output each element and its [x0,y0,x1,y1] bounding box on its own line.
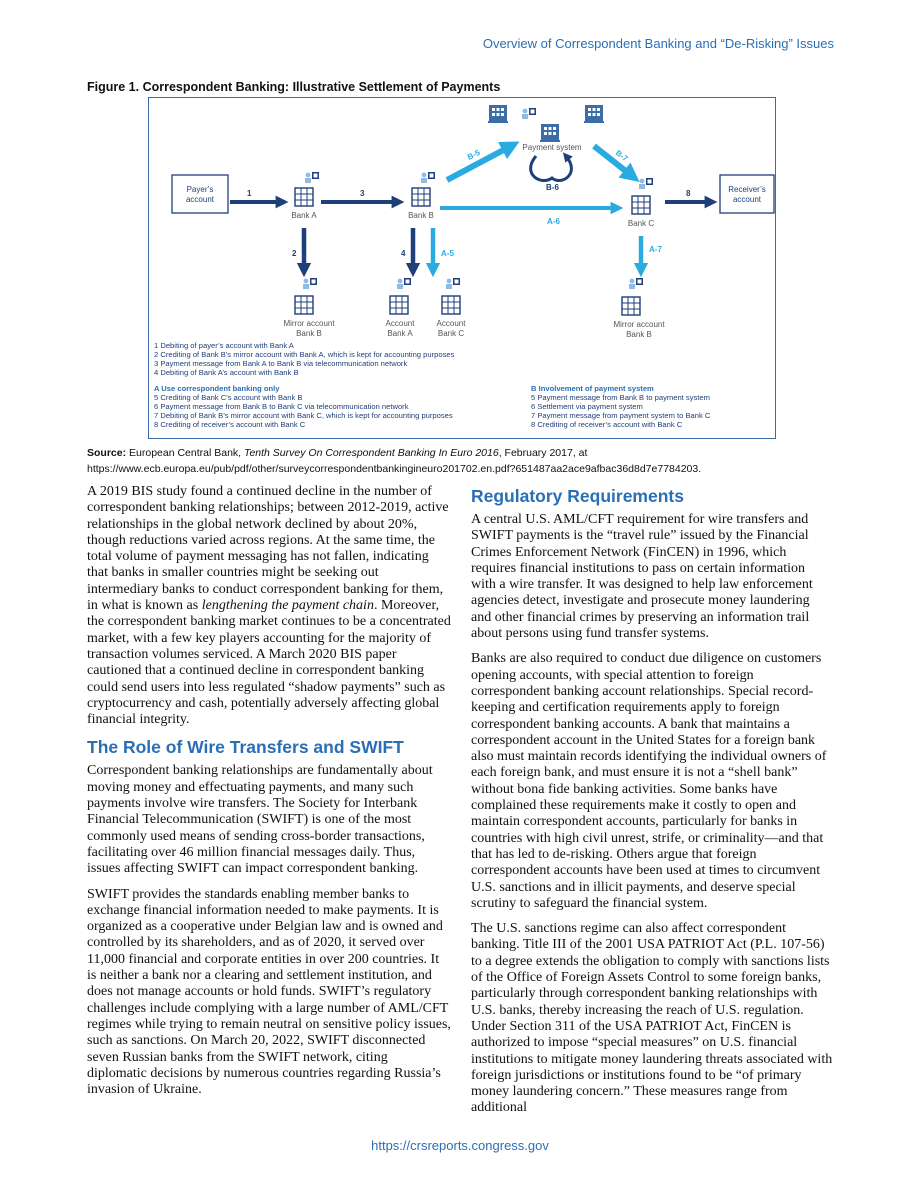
payers-account-label-2: account [185,195,215,204]
paragraph: Correspondent banking relationships are fundamentally about moving money and effectuating payments, and many such payments involve wire transfers. The Society for Interbank Financial Telecommunication (SWIFT) is one of the most commonly used means of sending cross-border transactions, facilitating over 46 million financial messages daily. Thus, issues affecting SWIFT can impact correspondent banking. [87,763,433,877]
legend-line: 6 Settlement via payment system [531,402,643,411]
legend-line: 5 Payment message from Bank B to payment system [531,393,710,402]
legend-line: 5 Crediting of Bank C’s account with Bank B [154,393,303,402]
arrow-1-label: 1 [247,189,252,198]
people-icon [639,178,653,189]
paragraph: The U.S. sanctions regime can also affect correspondent banking. Title III of the 2001 USA PATRIOT Act (P.L. 107-56) to a degree extends the obligation to comply with sanctions lists of the Office of Foreign Assets Control to some foreign banks, particularly through correspondent banking relationships with U.S. banks, thereby increasing the reach of U.S. regulation. Under Section 311 of the USA PATRIOT Act, FinCEN is authorized to impose “special measures” on U.S. financial institutions to mitigate money laundering threats associated with foreign jurisdictions or institutions found to be “of primary money laundering concern.” These measures range from additional [471,921,833,1116]
people-icon [421,172,435,183]
account-bank-a-label-2: Bank A [387,329,413,338]
people-icon [397,278,411,289]
correspondent-banking-diagram [148,97,776,439]
right-column [471,484,833,1126]
arrow-3-label: 3 [360,189,365,198]
bank-b-label: Bank B [408,211,434,220]
account-bank-a-icon [390,296,408,314]
payment-system-icon [540,124,560,142]
legend-line: 2 Crediting of Bank B’s mirror account with Bank A, which is kept for accounting purposes [154,350,455,359]
source-text: European Central Bank, [126,447,244,459]
people-icon [446,278,460,289]
running-header: Overview of Correspondent Banking and “De-Risking” Issues [482,36,834,51]
people-icon [303,278,317,289]
arrow-b6-label: B-6 [546,183,559,192]
bank-c-label: Bank C [627,219,655,228]
legend-line: 8 Crediting of receiver’s account with Bank C [154,420,306,429]
legend-a-title: A Use correspondent banking only [154,384,280,393]
receivers-account-label-2: account [732,195,762,204]
mirror-left-label-1: Mirror account [283,319,335,328]
account-bank-c-icon [442,296,460,314]
paragraph-text: A 2019 BIS study found a continued decline in the number of correspondent banking relationships; between 2012-2019, active relationships in the global network declined by about 20%, though reductions varied across regions. At the same time, the total volume of payment messaging has not fallen, indicating that banks in smaller countries might be seeking out intermediary banks to conduct correspondent banking for them, in what is known as [87,484,449,614]
source-label: Source: [87,447,127,459]
arrow-b7-label: B-7 [613,148,630,164]
receivers-account-label-1: Receiver’s [728,185,766,194]
paragraph [87,484,451,728]
legend-line: 6 Payment message from Bank B to Bank C via telecommunication network [154,402,409,411]
bank-b-icon [412,188,430,206]
legend-line: 4 Debiting of Bank A’s account with Bank B [154,368,299,377]
arrow-a5-label: A-5 [441,249,454,258]
arrow-b5-label: B-5 [465,148,482,162]
arrow-b6 [531,156,572,181]
arrow-4-label: 4 [401,249,406,258]
building-icon [488,105,508,123]
bank-a-label: Bank A [291,211,317,220]
account-bank-c-label-2: Bank C [437,329,465,338]
payment-system-label: Payment system [522,143,582,152]
receivers-account-box [720,175,774,213]
legend-b-title: B Involvement of payment system [531,384,654,393]
account-bank-c-label-1: Account [436,319,466,328]
arrow-2-label: 2 [292,249,297,258]
payers-account-label-1: Payer’s [186,185,214,194]
mirror-right-label-2: Bank B [626,330,652,339]
paragraph: Banks are also required to conduct due diligence on customers opening accounts, with special attention to foreign correspondent banking account relationships. Special record-keeping and certification requirements apply to foreign correspondent banking accounts. A bank that maintains a correspondent account in the United States for a foreign bank also must maintain records identifying the individual owners of each foreign bank, and must ensure it is not a “shell bank” without bona fide banking activities. Some banks have complained these requirements make it costly to open and maintain correspondent accounts, particularly for banks in countries with high civil unrest, strife, or criminality—and that that has led to de-risking. Others argue that foreign correspondent accounts have been used at times to circumvent U.S. sanctions and in illicit payments, and deserve special scrutiny to safeguard the financial system. [471,651,827,911]
emphasis-text: lengthening the payment chain [201,598,374,614]
bank-c-icon [632,196,650,214]
people-icon [629,278,643,289]
figure-source [87,446,833,477]
arrow-a7-label: A-7 [649,245,662,254]
source-url[interactable]: , February 2017, at https://www.ecb.europa.eu/pub/pdf/other/surveycorrespondentbankingineuro201702.en.pdf?651487aa2ace9afbac36d8d7e7784203. [87,447,702,475]
account-bank-a-label-1: Account [385,319,415,328]
mirror-account-icon [622,297,640,315]
figure-title: Figure 1. Correspondent Banking: Illustrative Settlement of Payments [87,80,501,94]
diagram-svg [149,98,775,438]
legend-line: 8 Crediting of receiver’s account with Bank C [531,420,683,429]
mirror-account-icon [295,296,313,314]
legend-line: 7 Debiting of Bank B’s mirror account with Bank C, which is kept for accounting purposes [154,411,453,420]
mirror-left-label-2: Bank B [296,329,322,338]
legend-line: 1 Debiting of payer’s account with Bank A [154,341,294,350]
building-icon [584,105,604,123]
legend-line: 7 Payment message from payment system to Bank C [531,411,711,420]
mirror-right-label-1: Mirror account [613,320,665,329]
footer-link[interactable]: https://crsreports.congress.gov [371,1138,549,1153]
arrow-b7 [594,146,632,176]
people-icon [305,172,319,183]
section-heading: The Role of Wire Transfers and SWIFT [87,737,404,758]
source-title: Tenth Survey On Correspondent Banking In Euro 2016 [244,447,499,459]
arrow-a6-label: A-6 [547,217,560,226]
paragraph: SWIFT provides the standards enabling member banks to exchange financial information needed to make payments. It is organized as a cooperative under Belgian law and is owned and controlled by its shareholders, and as of 2020, it served over 11,000 financial and corporate entities in over 200 countries. It is neither a bank nor a clearing and settlement institution, and does not manage accounts or hold funds. SWIFT’s regulatory challenges include complying with a large number of AML/CFT regimes while trying to remain neutral on sensitive policy issues, such as sanctions. On March 20, 2022, SWIFT disconnected seven Russian banks from the SWIFT network, citing diplomatic decisions by numerous countries regarding Russia’s invasion of Ukraine. [87,886,451,1098]
left-column [87,484,451,1107]
payers-account-box [172,175,228,213]
paragraph: A central U.S. AML/CFT requirement for wire transfers and SWIFT payments is the “travel rule” issued by the Financial Crimes Enforcement Network (FinCEN) in 1996, which requires financial institutions to pass on certain information with a wire transfer. It was designed to help law enforcement agencies detect, investigate and prosecute money laundering and other financial crimes by preserving an information trail about persons using fund transfer systems. [471,512,813,642]
paragraph-text: . Moreover, the correspondent banking market continues to be a concentrated market, with a few key players accounting for the majority of transaction volumes serviced. A March 2020 BIS paper cautioned that a continued decline in correspondent banking could send users into less regulated “shadow payments” such as cryptocurrency and cash, potentially adversely affecting global financial integrity. [87,598,451,728]
people-icon [522,108,536,119]
arrow-8-label: 8 [686,189,691,198]
section-heading: Regulatory Requirements [471,486,684,506]
bank-a-icon [295,188,313,206]
legend-line: 3 Payment message from Bank A to Bank B via telecommunication network [154,359,408,368]
